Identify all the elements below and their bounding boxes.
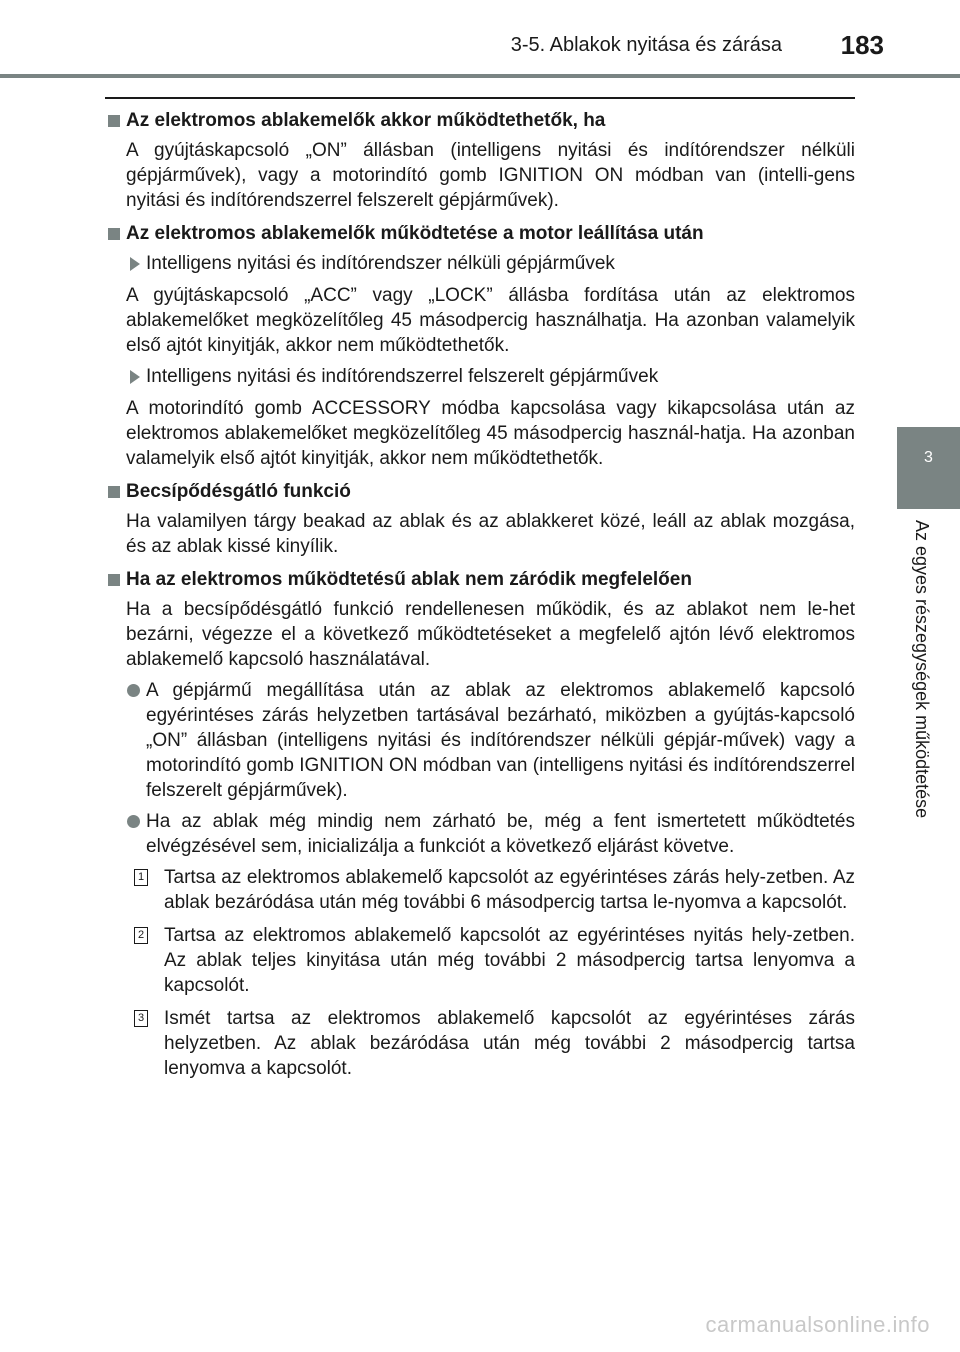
step-item: 2 Tartsa az elektromos ablakemelő kapcsolót az egyérintéses nyitás hely-zetben. Az ablak teljes kinyitása után még további 2 másodpercig tartsa lenyomva a kapcsolót.: [106, 923, 855, 998]
content-rule: [105, 97, 855, 99]
chapter-number: 3: [924, 449, 933, 466]
section-heading: Ha az elektromos működtetésű ablak nem záródik megfelelően: [106, 567, 855, 593]
step-number: 2: [134, 927, 148, 944]
paragraph: A gyújtáskapcsoló „ON” állásban (intelligens nyitási és indítórendszer nélküli gépjárművek), vagy a motorindító gomb IGNITION ON módban van (intelli-gens nyitási és indítórendszerrel felszerelt gépjárművek).: [126, 140, 855, 211]
paragraph: Ha valamilyen tárgy beakad az ablak és az ablakkeret közé, leáll az ablak mozgása, és az ablak kissé kinyílik.: [126, 511, 855, 557]
section-window-not-closing: [106, 567, 855, 1081]
section-title: 3-5. Ablakok nyitása és zárása: [510, 34, 782, 56]
subheading: Intelligens nyitási és indítórendszerrel felszerelt gépjárművek: [106, 364, 855, 390]
paragraph: A motorindító gomb ACCESSORY módba kapcsolása vagy kikapcsolása után az elektromos ablakemelőket megközelítőleg 45 másodpercig használ-hatja. Ha azonban valamelyik első ajtót kinyitják, akkor nem működtethetők.: [126, 398, 855, 469]
chapter-tab: [897, 427, 960, 509]
section-operation-conditions: [106, 108, 855, 213]
page-content: [106, 108, 855, 1089]
section-heading: Az elektromos ablakemelők akkor működtethetők, ha: [106, 108, 855, 134]
bullet-item: A gépjármű megállítása után az ablak az elektromos ablakemelő kapcsoló egyérintéses zárás helyzetben tartásával bezárható, miközben a gyújtás-kapcsoló „ON” állásban (intelligens nyitási és indítórendszer nélküli gépjár-művek) vagy a motorindító gomb IGNITION ON módban van (intelligens nyitási és indítórendszerrel felszerelt gépjárművek).: [106, 678, 855, 803]
step-item: 1 Tartsa az elektromos ablakemelő kapcsolót az egyérintéses zárás hely-zetben. Az ablak bezáródása után még további 6 másodpercig tartsa le-nyomva a kapcsolót.: [106, 865, 855, 915]
page-number: 183: [840, 30, 884, 60]
triangle-bullet-icon: [130, 257, 140, 271]
section-jam-protection: [106, 479, 855, 559]
step-number: 3: [134, 1010, 148, 1027]
subheading: Intelligens nyitási és indítórendszer nélküli gépjárművek: [106, 251, 855, 277]
step-item: 3 Ismét tartsa az elektromos ablakemelő kapcsolót az egyérintéses zárás helyzetben. Az ablak bezáródása után még további 2 másodpercig tartsa lenyomva a kapcsolót.: [106, 1006, 855, 1081]
section-heading: Az elektromos ablakemelők működtetése a motor leállítása után: [106, 221, 855, 247]
section-heading: Becsípődésgátló funkció: [106, 479, 855, 505]
paragraph: A gyújtáskapcsoló „ACC” vagy „LOCK” állásba fordítása után az elektromos ablakemelőket megközelítőleg 45 másodpercig használhatja. Ha azonban valamelyik első ajtót kinyitják, akkor nem működtethetők.: [126, 285, 855, 356]
circle-bullet-icon: [127, 815, 140, 828]
page-header: [0, 0, 960, 80]
circle-bullet-icon: [127, 684, 140, 697]
header-rule: [0, 74, 960, 78]
paragraph: Ha a becsípődésgátló funkció rendellenesen működik, és az ablakot nem le-het bezárni, végezze el a következő működtetéseket a megfelelő ajtón lévő elektromos ablakemelő kapcsoló használatával.: [126, 599, 855, 670]
square-bullet-icon: [108, 574, 120, 586]
watermark: carmanualsonline.info: [705, 1312, 930, 1337]
step-number: 1: [134, 869, 148, 886]
bullet-item: Ha az ablak még mindig nem zárható be, még a fent ismertetett működtetés elvégzésével sem, inicializálja a funkciót a következő eljárást követve.: [106, 809, 855, 859]
triangle-bullet-icon: [130, 370, 140, 384]
square-bullet-icon: [108, 486, 120, 498]
section-after-engine-stop: [106, 221, 855, 471]
chapter-title: Az egyes részegységek működtetése: [912, 520, 932, 819]
square-bullet-icon: [108, 115, 120, 127]
square-bullet-icon: [108, 228, 120, 240]
